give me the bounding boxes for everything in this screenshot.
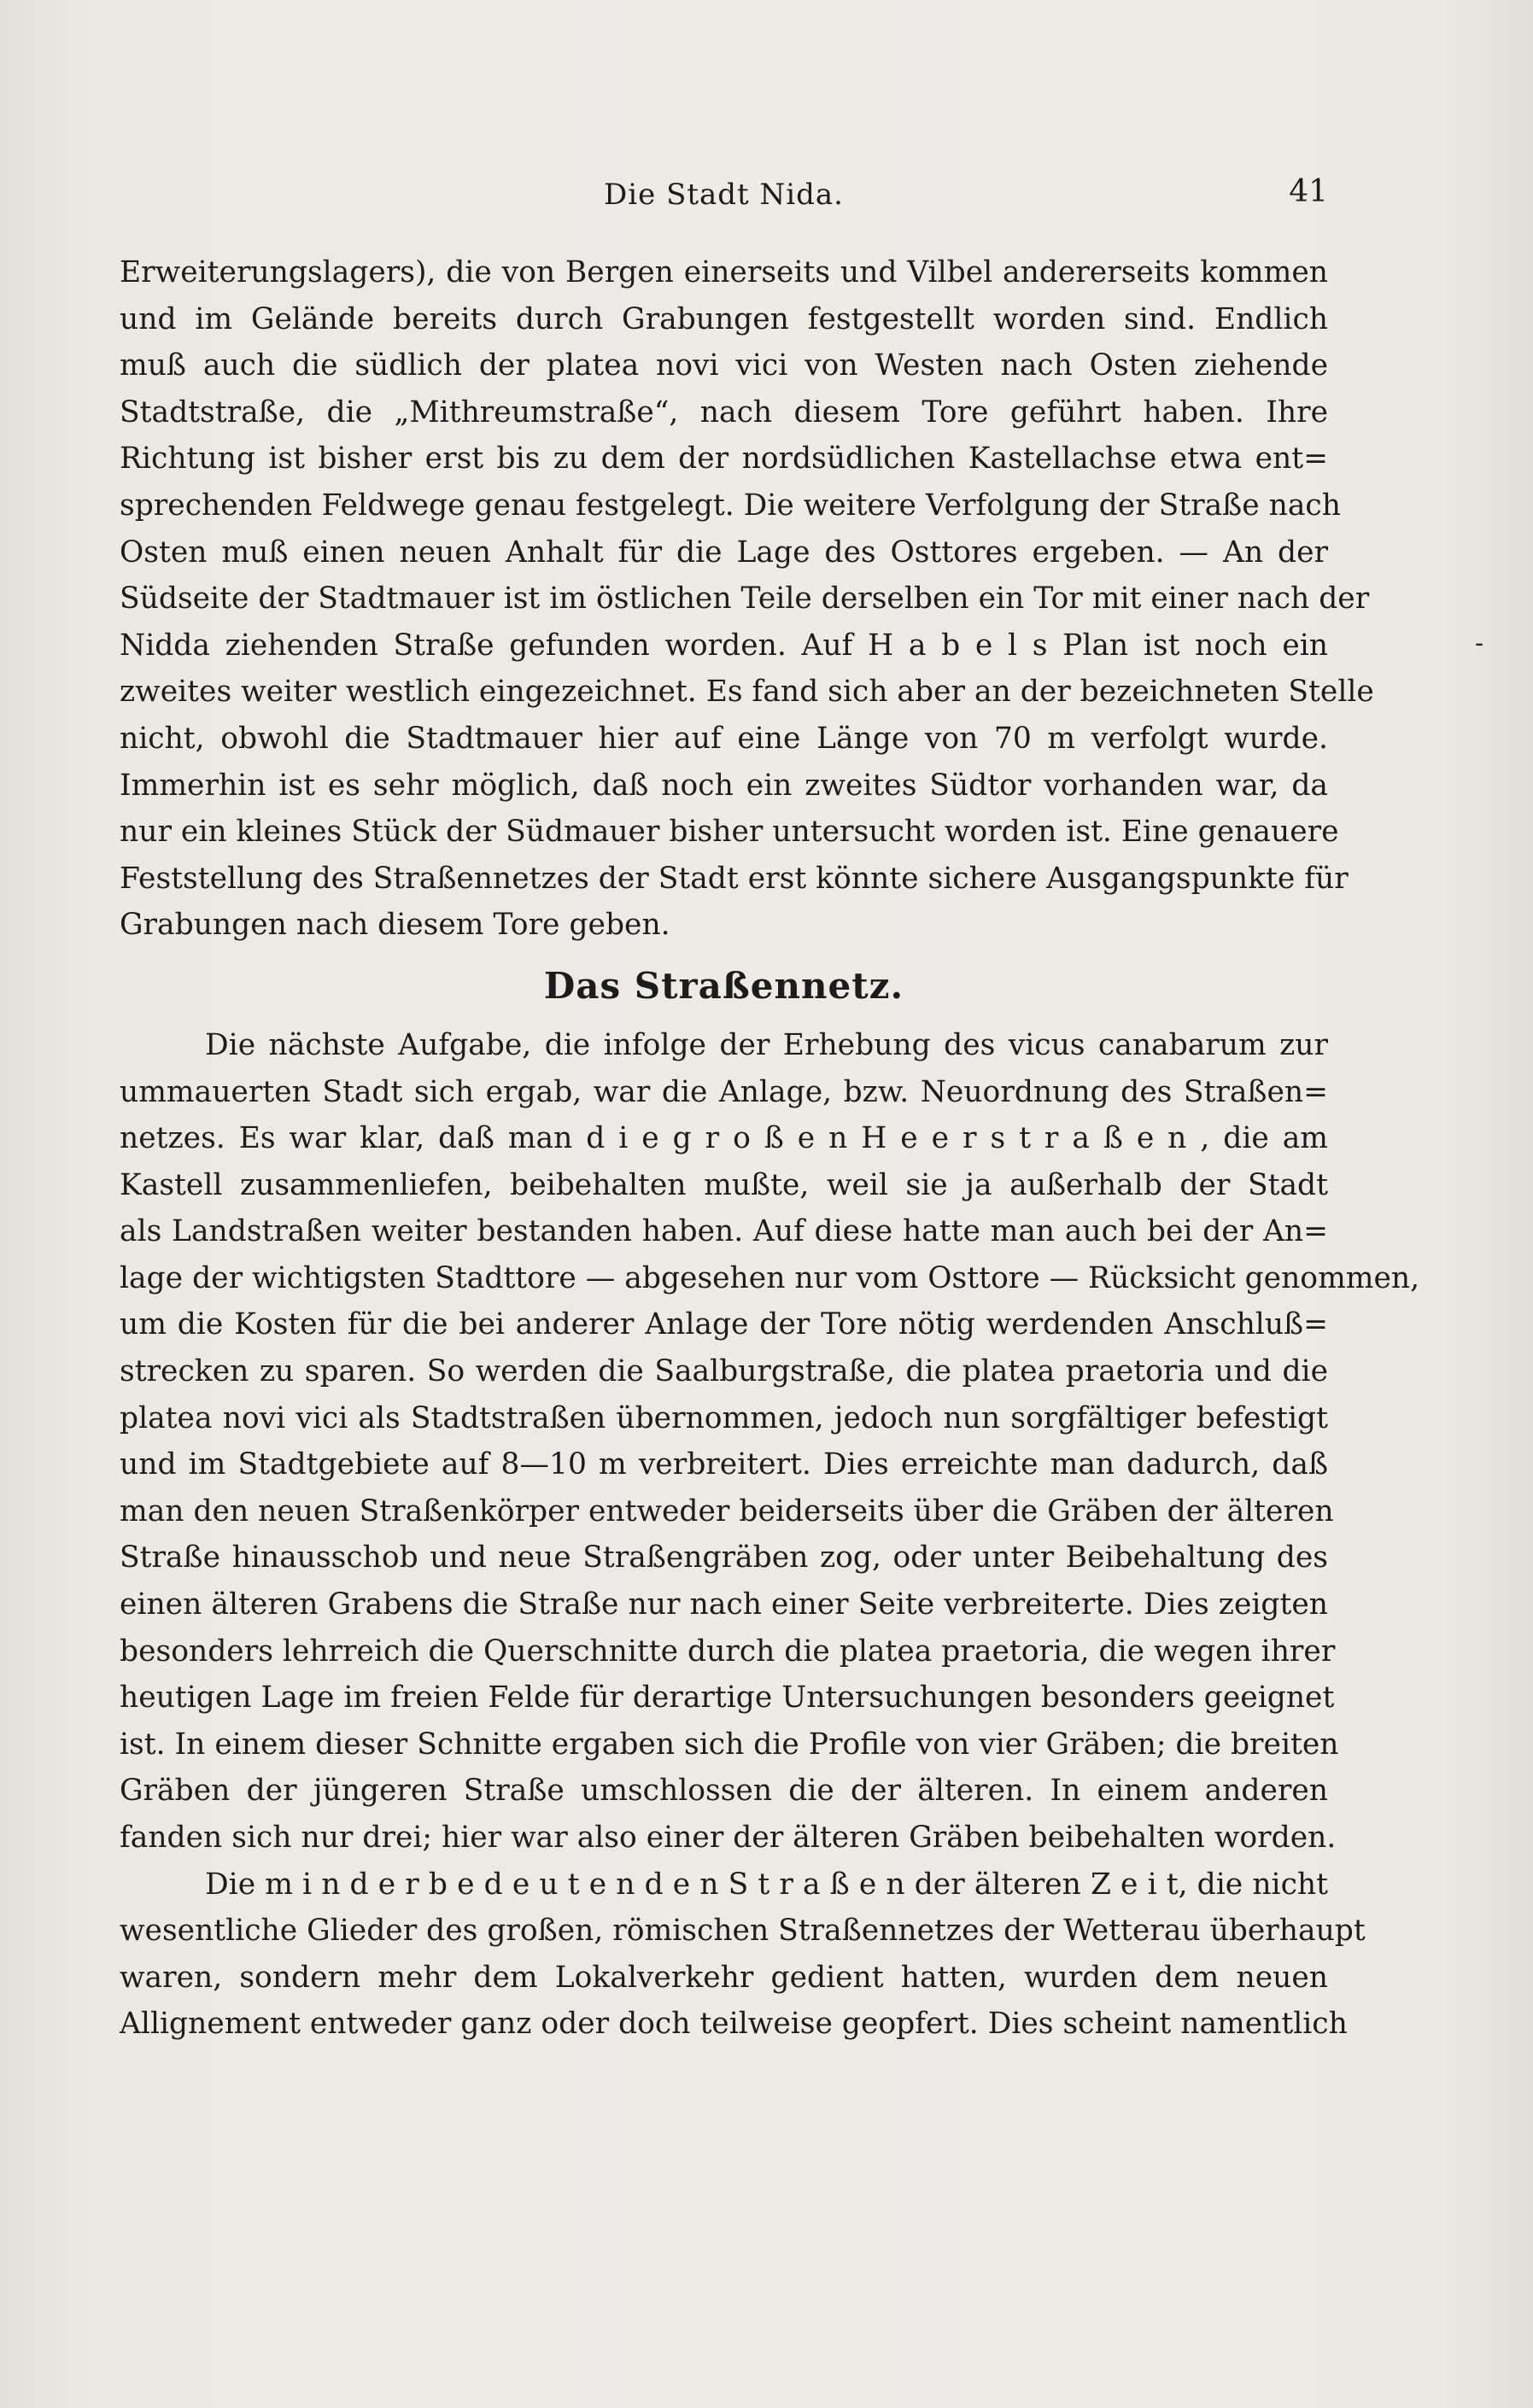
text-line: Südseite der Stadtmauer ist im östlichen Teile derselben ein Tor mit einer nach der bbox=[120, 582, 1370, 617]
text-line: Kastell zusammenliefen, beibehalten mußte, weil sie ja außerhalb der Stadt bbox=[120, 1167, 1328, 1202]
text-line: Straße hinausschob und neue Straßengräben zog, oder unter Beibehaltung des bbox=[120, 1540, 1328, 1575]
paragraph-3 bbox=[120, 1862, 1366, 2048]
paragraph-2 bbox=[120, 1022, 1420, 1862]
text-line: heutigen Lage im freien Felde für derartige Untersuchungen besonders geeignet bbox=[120, 1680, 1335, 1715]
text-line: ist. In einem dieser Schnitte ergaben sich die Profile von vier Gräben; die breiten bbox=[120, 1727, 1339, 1762]
text-line: Nidda ziehenden Straße gefunden worden. Auf H a b e l s Plan ist noch ein bbox=[120, 628, 1328, 663]
page-number: 41 bbox=[1289, 174, 1328, 209]
text-line: ummauerten Stadt sich ergab, war die Anlage, bzw. Neuordnung des Straßen= bbox=[120, 1074, 1328, 1109]
text-line: sprechenden Feldwege genau festgelegt. Die weitere Verfolgung der Straße nach bbox=[120, 488, 1341, 523]
text-line: und im Stadtgebiete auf 8—10 m verbreitert. Dies erreichte man dadurch, daß bbox=[120, 1447, 1328, 1482]
text-line: Immerhin ist es sehr möglich, daß noch ein zweites Südtor vorhanden war, da bbox=[120, 768, 1328, 803]
text-line: und im Gelände bereits durch Grabungen festgestellt worden sind. Endlich bbox=[120, 301, 1328, 336]
text-line: nur ein kleines Stück der Südmauer bisher untersucht worden ist. Eine genauere bbox=[120, 815, 1339, 850]
text-line: man den neuen Straßenkörper entweder beiderseits über die Gräben der älteren bbox=[120, 1493, 1334, 1528]
text-line: als Landstraßen weiter bestanden haben. Auf diese hatte man auch bei der An= bbox=[120, 1214, 1328, 1249]
text-line: waren, sondern mehr dem Lokalverkehr gedient hatten, wurden dem neuen bbox=[120, 1960, 1328, 1995]
text-line: Die nächste Aufgabe, die infolge der Erhebung des vicus canabarum zur bbox=[205, 1027, 1328, 1062]
text-line: Erweiterungslagers), die von Bergen einerseits und Vilbel andererseits kommen bbox=[120, 255, 1328, 289]
section-heading: Das Straßennetz. bbox=[543, 964, 904, 1007]
text-line: wesentliche Glieder des großen, römischen Straßennetzes der Wetterau überhaupt bbox=[120, 1914, 1366, 1949]
page-header bbox=[120, 171, 1328, 222]
text-line: Gräben der jüngeren Straße umschlossen die der älteren. In einem anderen bbox=[120, 1774, 1328, 1809]
text-line: netzes. Es war klar, daß man d i e g r o ß e n H e e r s t r a ß e n , die am bbox=[120, 1121, 1328, 1156]
margin-mark: - bbox=[1475, 628, 1484, 658]
text-line: um die Kosten für die bei anderer Anlage der Tore nötig werdenden Anschluß= bbox=[120, 1307, 1328, 1342]
text-line: lage der wichtigsten Stadttore — abgesehen nur vom Osttore — Rücksicht genommen, bbox=[120, 1260, 1420, 1295]
running-title: Die Stadt Nida. bbox=[604, 178, 844, 212]
text-line: einen älteren Grabens die Straße nur nach einer Seite verbreiterte. Dies zeigten bbox=[120, 1587, 1328, 1622]
text-line: Stadtstraße, die „Mithreumstraße“, nach diesem Tore geführt haben. Ihre bbox=[120, 395, 1328, 430]
text-line: strecken zu sparen. So werden die Saalburgstraße, die platea praetoria und die bbox=[120, 1354, 1328, 1389]
text-line: Allignement entweder ganz oder doch teilweise geopfert. Dies scheint namentlich bbox=[120, 2007, 1348, 2042]
text-line: muß auch die südlich der platea novi vici von Westen nach Osten ziehende bbox=[120, 348, 1328, 383]
text-line: fanden sich nur drei; hier war also einer der älteren Gräben beibehalten worden. bbox=[120, 1821, 1337, 1855]
text-line: Richtung ist bisher erst bis zu dem der nordsüdlichen Kastellachse etwa ent= bbox=[120, 441, 1328, 476]
text-line: platea novi vici als Stadtstraßen übernommen, jedoch nun sorgfältiger befestigt bbox=[120, 1400, 1328, 1435]
body-text bbox=[120, 249, 1420, 2048]
text-line: nicht, obwohl die Stadtmauer hier auf eine Länge von 70 m verfolgt wurde. bbox=[120, 721, 1328, 756]
text-line: Feststellung des Straßennetzes der Stadt erst könnte sichere Ausgangspunkte für bbox=[120, 861, 1349, 896]
text-line: besonders lehrreich die Querschnitte durch die platea praetoria, die wegen ihrer bbox=[120, 1634, 1336, 1669]
text-line: Grabungen nach diesem Tore geben. bbox=[120, 908, 670, 943]
paragraph-1 bbox=[120, 249, 1374, 949]
text-line: zweites weiter westlich eingezeichnet. Es fand sich aber an der bezeichneten Stelle bbox=[120, 675, 1374, 710]
text-line: Die m i n d e r b e d e u t e n d e n S t r a ß e n der älteren Z e i t, die nicht bbox=[205, 1867, 1328, 1902]
text-line: Osten muß einen neuen Anhalt für die Lage des Osttores ergeben. — An der bbox=[120, 535, 1328, 570]
